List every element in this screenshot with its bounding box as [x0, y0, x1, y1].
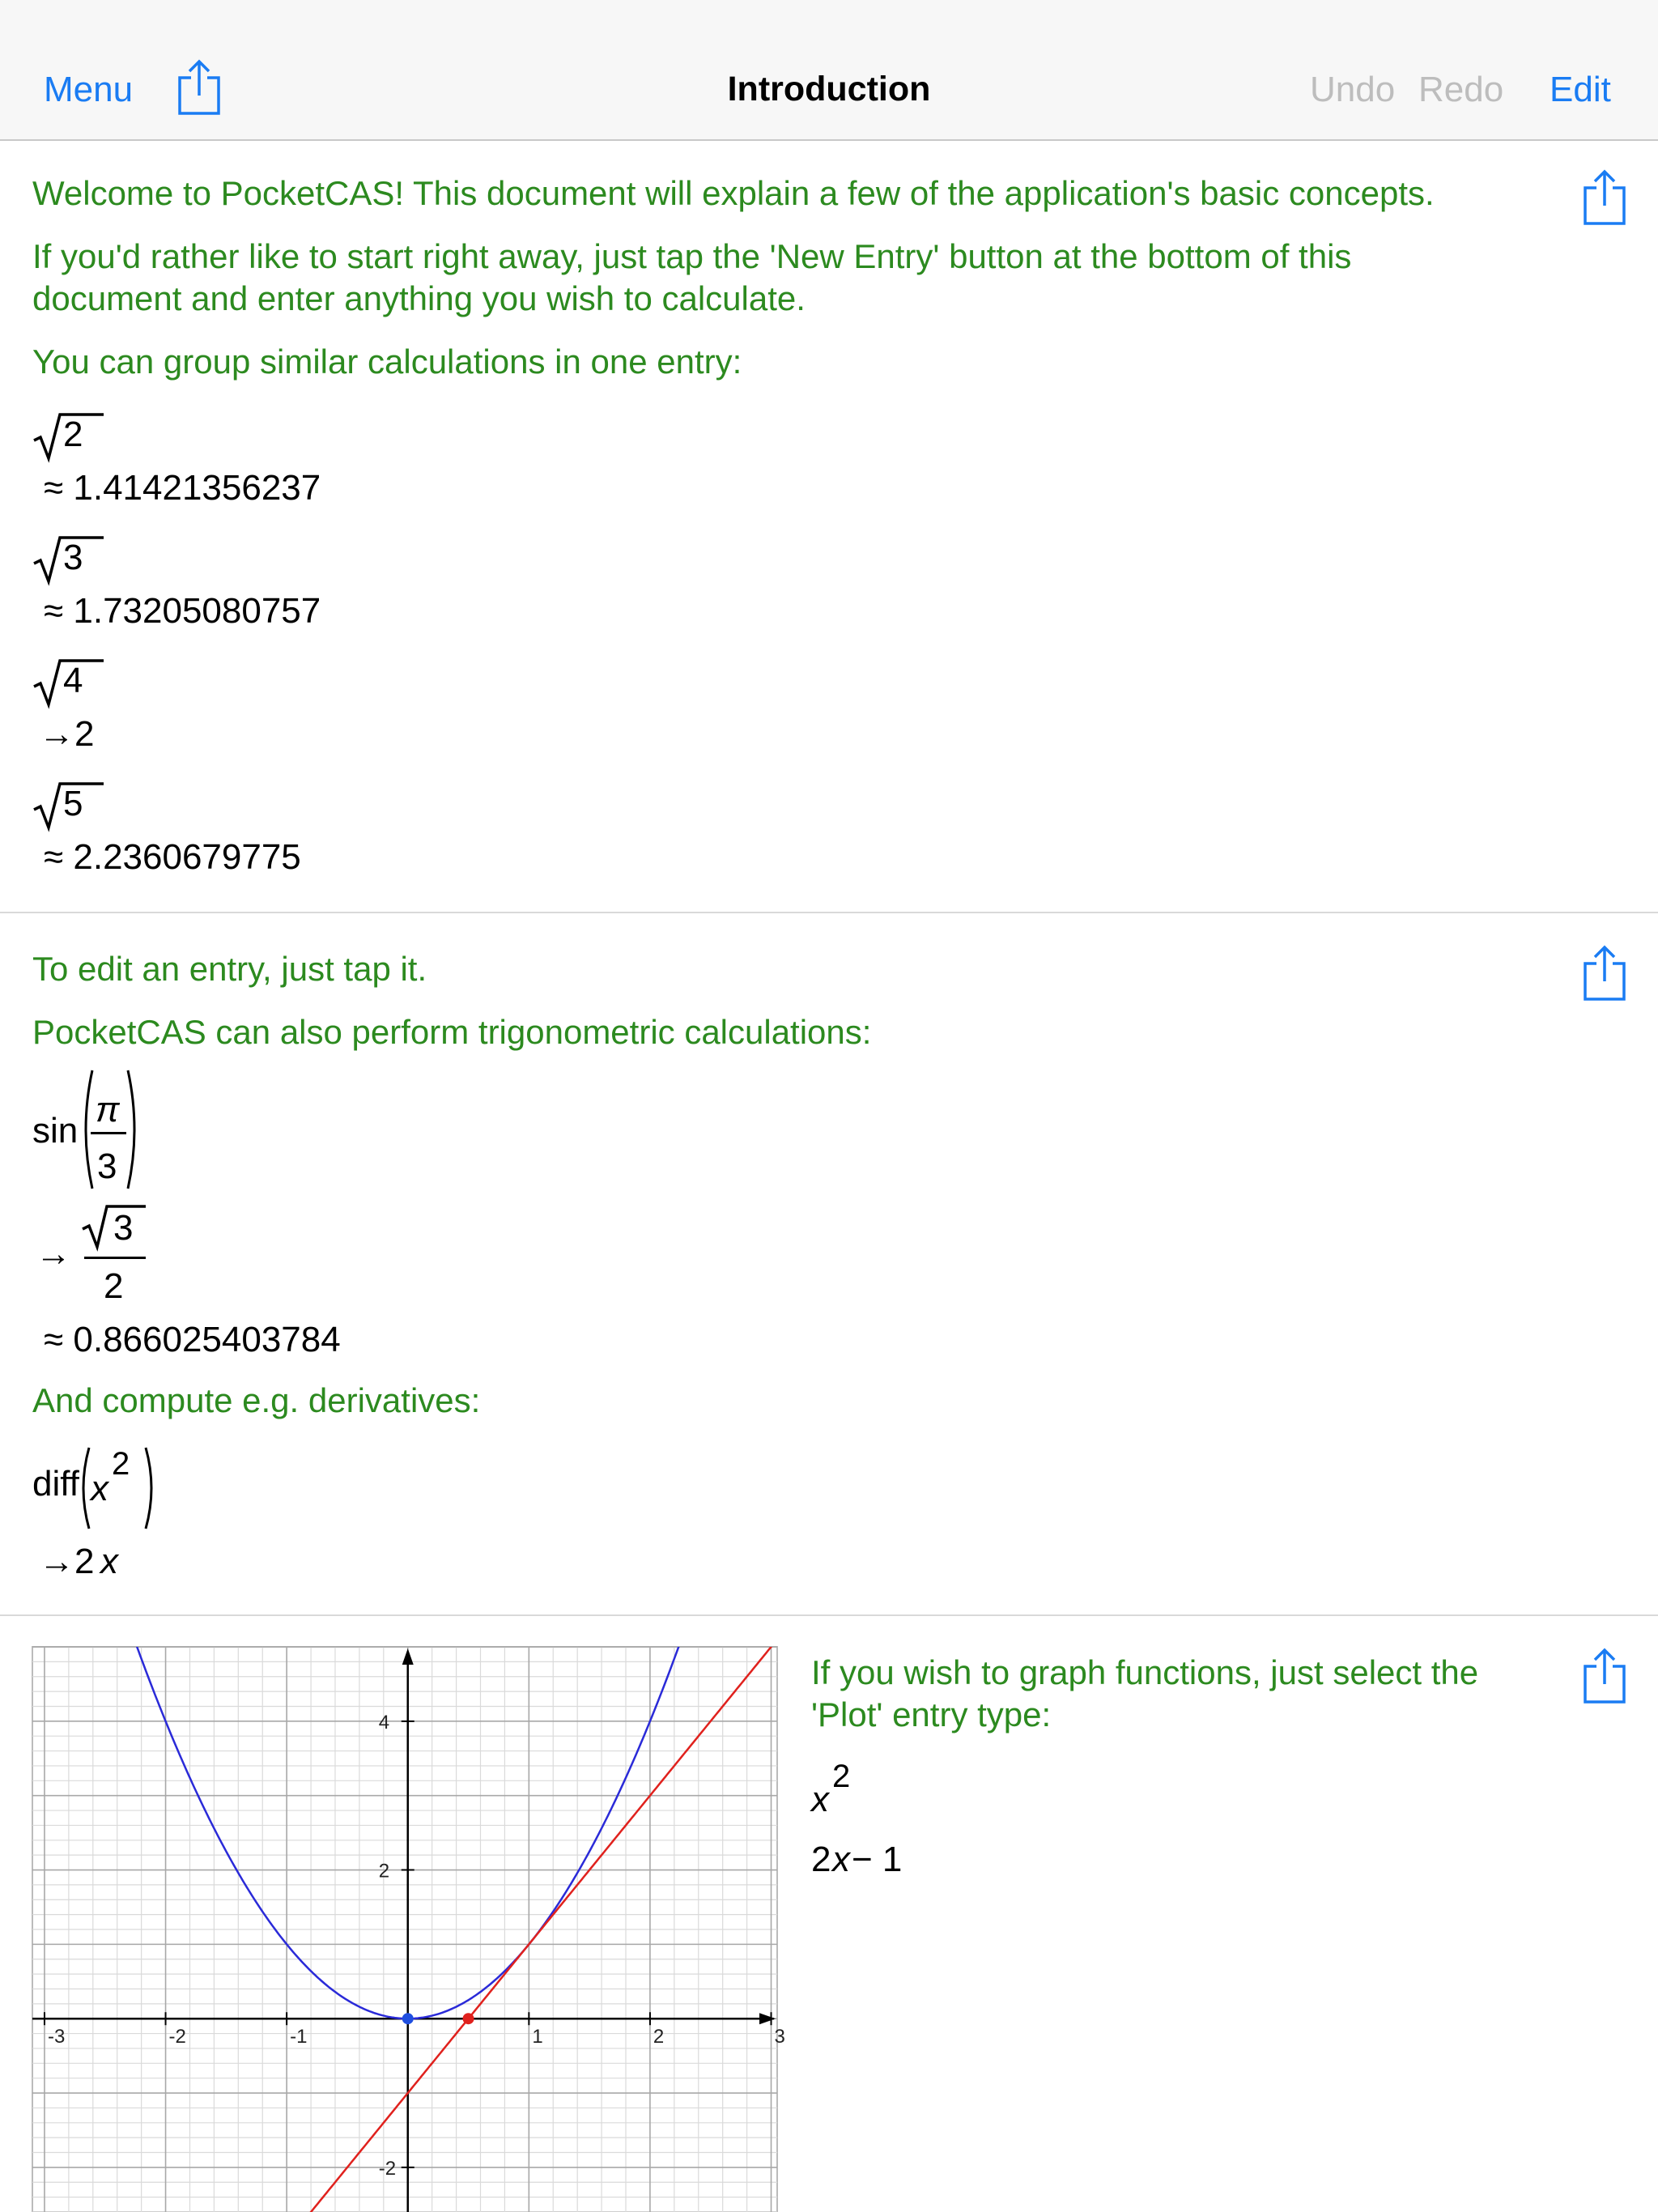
page-title: Introduction: [727, 70, 931, 108]
x-tick-label: -1: [290, 2026, 308, 2048]
undo-button[interactable]: Undo: [1310, 70, 1396, 109]
fraction-denominator: 3: [97, 1146, 117, 1186]
share-icon: [1582, 1647, 1627, 1705]
deriv-result-arrow: →2: [39, 1542, 95, 1581]
y-tick-label: 4: [378, 1711, 390, 1733]
result-arrow: →: [36, 1234, 71, 1274]
sin-function: sin: [32, 1111, 79, 1151]
entry2-text-2: PocketCAS can also perform trigonometric calculations:: [32, 1013, 872, 1051]
pi-symbol: π: [96, 1090, 120, 1129]
calc-result: →2: [39, 714, 95, 754]
entry1-share-button[interactable]: [1582, 168, 1627, 227]
fraction-bar: [84, 1257, 146, 1259]
entry2-text-3: And compute e.g. derivatives:: [32, 1381, 481, 1419]
redo-button[interactable]: Redo: [1418, 70, 1504, 109]
fraction-denominator: 2: [104, 1266, 124, 1306]
deriv-result-var: x: [100, 1542, 118, 1581]
function-2-var: x: [832, 1840, 850, 1879]
entry1-text-3: document and enter anything you wish to calculate.: [32, 279, 806, 317]
entry2-text-1: To edit an entry, just tap it.: [32, 950, 427, 988]
sqrt-argument: 3: [113, 1208, 134, 1248]
x-tick-label: -3: [47, 2026, 66, 2048]
x-tick-label: 2: [653, 2026, 665, 2048]
fraction-bar: [91, 1132, 126, 1134]
entry1-text-2: If you'd rather like to start right away, just tap the 'New Entry' button at the bottom of this: [32, 237, 1352, 275]
function-1-exponent: 2: [832, 1759, 851, 1794]
exponent: 2: [112, 1446, 130, 1482]
x-tick-label: 3: [774, 2026, 785, 2048]
entry3-text-2: 'Plot' entry type:: [811, 1695, 1052, 1733]
calc-result: ≈ 0.866025403784: [44, 1320, 341, 1359]
diff-function: diff: [32, 1464, 79, 1504]
variable-x: x: [91, 1469, 108, 1508]
x-tick-label: 1: [532, 2026, 543, 2048]
sqrt-argument: 5: [63, 784, 83, 823]
share-icon: [1582, 944, 1627, 1002]
calc-result: ≈ 1.73205080757: [44, 591, 321, 631]
entry3-share-button[interactable]: [1582, 1647, 1627, 1705]
plot-point: [463, 2013, 474, 2024]
share-icon: [1582, 168, 1627, 227]
edit-button[interactable]: Edit: [1550, 70, 1611, 109]
menu-button[interactable]: Menu: [44, 70, 134, 109]
y-tick-label: -2: [378, 2157, 397, 2180]
y-tick-label: 2: [378, 1860, 390, 1882]
entry1-text-4: You can group similar calculations in one entry:: [32, 342, 742, 381]
x-tick-label: -2: [168, 2026, 186, 2048]
sqrt-argument: 2: [63, 415, 83, 454]
entry2-share-button[interactable]: [1582, 944, 1627, 1002]
calc-result: ≈ 1.41421356237: [44, 468, 321, 508]
function-2-coef: 2: [811, 1840, 831, 1879]
function-2-const: − 1: [852, 1840, 903, 1879]
entry3-text-1: If you wish to graph functions, just select the: [811, 1653, 1479, 1691]
entry1-text-1: Welcome to PocketCAS! This document will explain a few of the application's basic concepts.: [32, 174, 1435, 212]
calc-result: ≈ 2.2360679775: [44, 837, 301, 877]
sqrt-argument: 4: [63, 661, 83, 700]
function-1-base: x: [811, 1780, 829, 1819]
sqrt-argument: 3: [63, 538, 83, 577]
function-plot[interactable]: [32, 1647, 785, 2212]
plot-point: [402, 2013, 414, 2024]
